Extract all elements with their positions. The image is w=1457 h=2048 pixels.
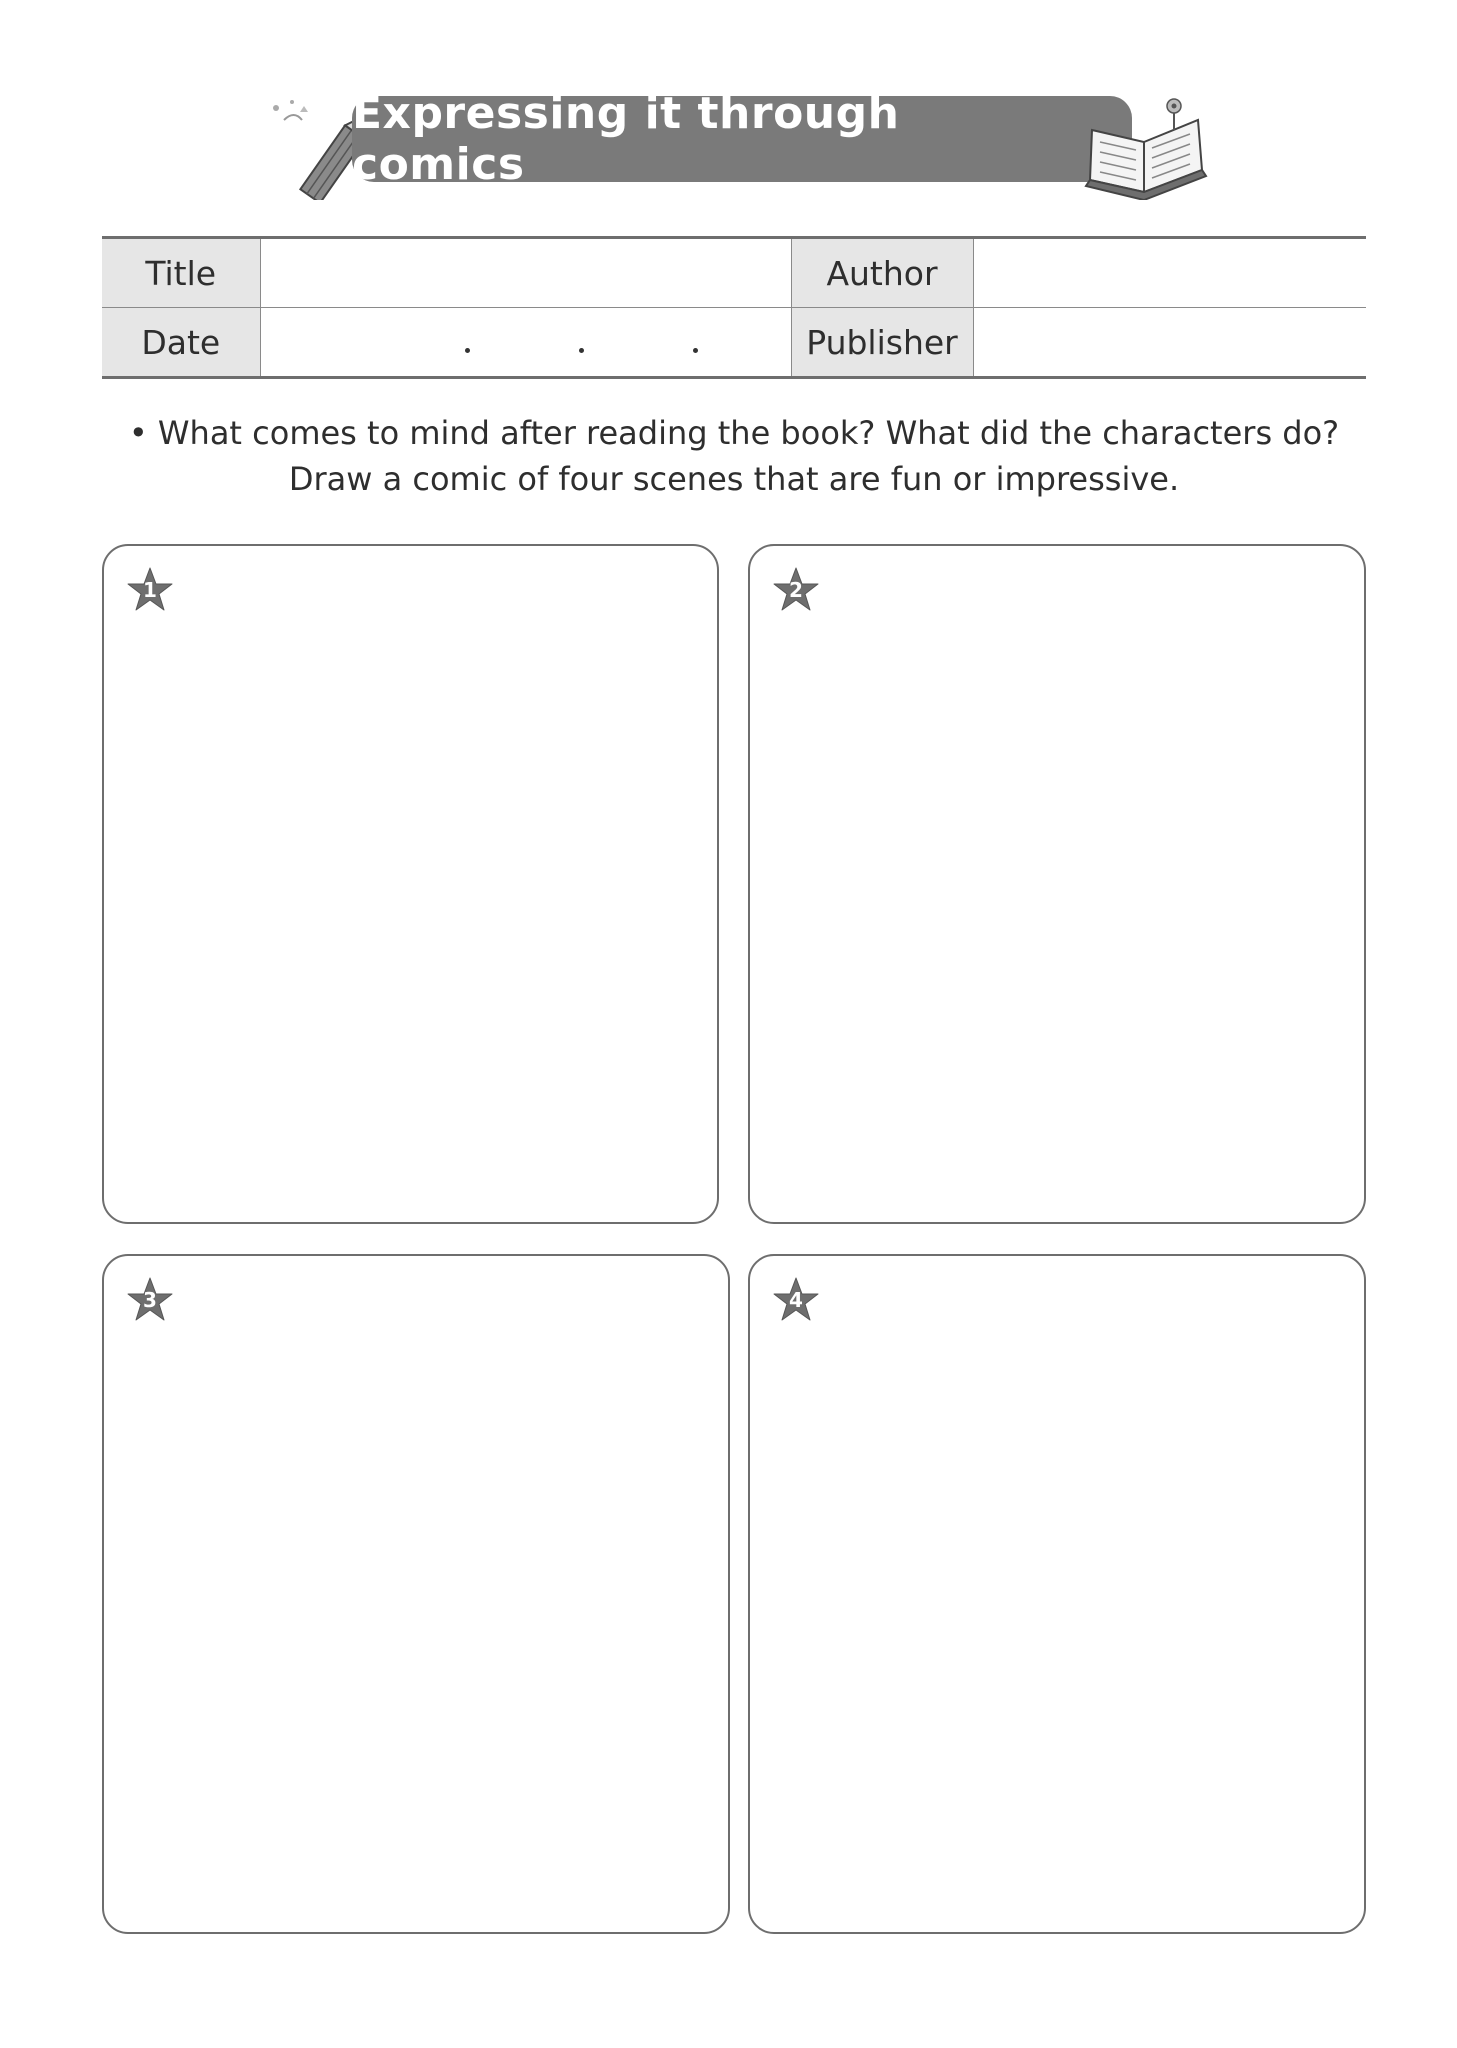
date-label: Date bbox=[102, 308, 260, 378]
date-separators bbox=[261, 308, 791, 376]
star-number-icon bbox=[126, 566, 174, 614]
title-banner bbox=[352, 88, 1132, 190]
star-number-icon bbox=[126, 1276, 174, 1324]
publisher-field[interactable] bbox=[973, 308, 1366, 378]
panel-number: 3 bbox=[143, 1288, 157, 1312]
comic-panel-3[interactable] bbox=[102, 1254, 730, 1934]
star-number-icon bbox=[772, 1276, 820, 1324]
date-separator-dot bbox=[579, 348, 584, 353]
publisher-label: Publisher bbox=[791, 308, 973, 378]
title-field[interactable] bbox=[260, 238, 791, 308]
author-field[interactable] bbox=[973, 238, 1366, 308]
date-separator-dot bbox=[693, 348, 698, 353]
author-label: Author bbox=[791, 238, 973, 308]
page-header bbox=[262, 90, 1212, 210]
comic-panel-4[interactable] bbox=[748, 1254, 1366, 1934]
instruction-line-2: Draw a comic of four scenes that are fun or impressive. bbox=[288, 460, 1180, 498]
instructions bbox=[102, 410, 1366, 502]
open-book-icon bbox=[1082, 90, 1212, 200]
star-number-icon bbox=[772, 566, 820, 614]
date-field[interactable] bbox=[260, 308, 791, 378]
panel-number: 2 bbox=[789, 578, 803, 602]
date-separator-dot bbox=[465, 348, 470, 353]
comic-panel-1[interactable] bbox=[102, 544, 719, 1224]
panel-number: 4 bbox=[789, 1288, 803, 1312]
book-info-table bbox=[102, 236, 1366, 379]
title-label: Title bbox=[102, 238, 260, 308]
panel-number: 1 bbox=[143, 578, 157, 602]
info-row-date bbox=[102, 308, 1366, 378]
info-row-title bbox=[102, 238, 1366, 308]
instruction-line-1: • What comes to mind after reading the book? What did the characters do? bbox=[128, 414, 1340, 452]
page-title: Expressing it through comics bbox=[352, 88, 900, 190]
comic-panel-2[interactable] bbox=[748, 544, 1366, 1224]
